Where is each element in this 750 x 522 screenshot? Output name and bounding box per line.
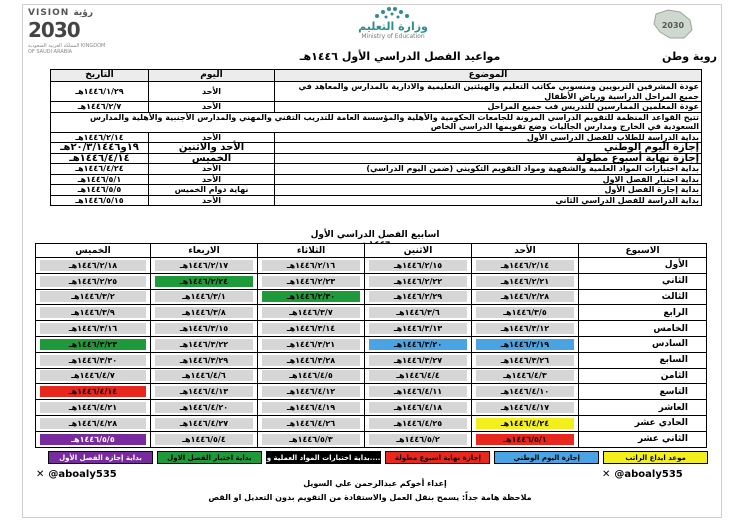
week-date: ١٤٤٦/٢/١٧هـ — [155, 260, 253, 271]
col-day: اليوم — [149, 70, 275, 82]
week-date: ١٤٤٦/٢/٢١هـ — [476, 276, 574, 287]
week-name: الثالث — [579, 289, 707, 305]
moe-english-name: Ministry of Education — [361, 33, 425, 40]
week-date: ١٤٤٦/٣/٢٦هـ — [476, 355, 574, 366]
moe-dots-icon — [373, 6, 413, 20]
schedule-day: الخميس — [149, 153, 275, 164]
week-date: ١٤٤٦/٢/٢٩هـ — [369, 291, 467, 302]
schedule-day: الأحد — [149, 174, 275, 185]
week-date: ١٤٤٦/٢/١٥هـ — [369, 260, 467, 271]
week-date: ١٤٤٦/٥/٢هـ — [369, 434, 467, 445]
week-date-highlight: ١٤٤٦/٣/٢٠هـ — [369, 339, 467, 350]
week-date: ١٤٤٦/٣/١هـ — [155, 291, 253, 302]
schedule-subject: بداية اختبار الفصل الاول — [275, 174, 702, 185]
week-date: ١٤٤٦/٤/٢١هـ — [40, 402, 146, 413]
week-date: ١٤٤٦/٤/٦هـ — [155, 370, 253, 381]
week-date: ١٤٤٦/٢/١٨هـ — [40, 260, 146, 271]
week-date: ١٤٤٦/٤/٣هـ — [476, 370, 574, 381]
x-logo-icon: ✕ — [602, 469, 611, 480]
week-date: ١٤٤٦/٢/٢٣هـ — [262, 276, 360, 287]
schedule-row — [51, 143, 702, 154]
week-date: ١٤٤٦/٣/١٥هـ — [155, 323, 253, 334]
week-date: ١٤٤٦/٥/٤هـ — [155, 434, 253, 445]
schedule-day: الأحد — [149, 164, 275, 175]
week-date: ١٤٤٦/٣/٥هـ — [476, 307, 574, 318]
week-name: العاشر — [579, 400, 707, 416]
week-date-highlight: ١٤٤٦/٥/٥هـ — [40, 434, 146, 445]
week-date: ١٤٤٦/٣/٣٠هـ — [40, 355, 146, 366]
schedule-subject: عودة المشرفين التربويين ومنسوبي مكاتب التعليم والهيئتين التعليمية والادارية بالمدارس والمعاهد في جميع المراحل الدراسية ورياض الأطفال — [275, 82, 702, 102]
week-row — [36, 258, 707, 274]
week-row — [36, 289, 707, 305]
legend-item-salary: موعد ايداع الراتب — [603, 451, 708, 464]
col-wed: الاربعاء — [151, 244, 258, 258]
weeks-caption: اسابيع الفصل الدراسي الأول — [310, 230, 440, 240]
col-tue: الثلاثاء — [258, 244, 365, 258]
vision-label: VISION رؤية — [28, 8, 94, 18]
week-date: ١٤٤٦/٣/٦هـ — [369, 307, 467, 318]
week-date-highlight: ١٤٤٦/٤/٢٤هـ — [476, 418, 574, 429]
schedule-subject: إجازة نهاية أسبوع مطولة — [275, 153, 702, 164]
week-date: ١٤٤٦/٢/٢٥هـ — [40, 276, 146, 287]
week-date: ١٤٤٦/٤/١٠هـ — [476, 386, 574, 397]
schedule-date: ١٤٤٦/٥/٥هـ — [51, 185, 149, 196]
week-name: التاسع — [579, 384, 707, 400]
week-date-highlight: ١٤٤٦/٢/٢٤هـ — [155, 276, 253, 287]
schedule-row — [51, 174, 702, 185]
handle-text: @aboaly535 — [614, 469, 683, 480]
week-row — [36, 336, 707, 352]
week-date: ١٤٤٦/٢/٢٢هـ — [369, 276, 467, 287]
schedule-subject: إجازة اليوم الوطني — [275, 143, 702, 154]
week-date: ١٤٤٦/٤/٧هـ — [40, 370, 146, 381]
week-date: ١٤٤٦/٣/١٣هـ — [369, 323, 467, 334]
schedule-date: ١٤٤٦/٢/١٤هـ — [51, 132, 149, 143]
schedule-date: ١٤٤٦/٥/١٥هـ — [51, 195, 149, 206]
week-date: ١٤٤٦/٤/٤هـ — [369, 370, 467, 381]
schedule-subject: تتيح القواعد المنظمة للتقويم الدراسي المرونة للجامعات الحكومية والأهلية والمؤسسة العامة للتدريب التقني والمهني والمدارس الأجنبية والأهلية والمدارس السعودية في الخارج ومدارس الجاليات وضع تقويمها الدراسي الخاص — [51, 112, 702, 132]
week-date: ١٤٤٦/٣/٢هـ — [40, 291, 146, 302]
week-date: ١٤٤٦/٣/٢١هـ — [262, 339, 360, 350]
week-name: الثامن — [579, 368, 707, 384]
week-date: ١٤٤٦/٤/٢٠هـ — [155, 402, 253, 413]
schedule-date: ١٤٤٦/٢/٧هـ — [51, 102, 149, 113]
schedule-date: ١٤٤٦/٤/١٤هـ — [51, 153, 149, 164]
week-row — [36, 321, 707, 337]
weeks-header-row — [36, 244, 707, 258]
schedule-date: ١٤٤٦/١/٢٩هـ — [51, 82, 149, 102]
week-date: ١٤٤٦/٤/٢٧هـ — [155, 418, 253, 429]
week-date-highlight: ١٤٤٦/٥/١هـ — [476, 434, 574, 445]
col-mon: الاثنين — [365, 244, 472, 258]
week-row — [36, 368, 707, 384]
map-year: 2030 — [661, 21, 685, 30]
week-date: ١٤٤٦/٣/٩هـ — [40, 307, 146, 318]
schedule-row — [51, 132, 702, 143]
week-date: ١٤٤٦/٤/٢٥هـ — [369, 418, 467, 429]
week-date: ١٤٤٦/٢/١٤هـ — [476, 260, 574, 271]
weeks-table — [35, 243, 707, 448]
legend-item-long-weekend: إجازة نهاية اسبوع مطولة — [385, 451, 490, 464]
week-row — [36, 305, 707, 321]
week-name: الأول — [579, 258, 707, 274]
week-date: ١٤٤٦/٣/٢٨هـ — [262, 355, 360, 366]
schedule-row — [51, 112, 702, 132]
week-date: ١٤٤٦/٥/٣هـ — [262, 434, 360, 445]
schedule-day: الأحد — [149, 82, 275, 102]
week-name: الثاني عشر — [579, 431, 707, 447]
vision-subtitle: المملكة العربية السعودية KINGDOM OF SAUDI ARABIA — [28, 43, 106, 55]
saudi-map-2030-icon — [650, 6, 696, 42]
week-date: ١٤٤٦/٢/١٦هـ — [262, 260, 360, 271]
week-date-highlight: ١٤٤٦/٣/٢٣هـ — [40, 339, 146, 350]
x-logo-icon: ✕ — [36, 469, 45, 480]
week-date: ١٤٤٦/٣/١٦هـ — [40, 323, 146, 334]
schedule-row — [51, 164, 702, 175]
schedule-subject: بداية الدراسة للفصل الدراسي الثاني — [275, 195, 702, 206]
schedule-table — [50, 69, 702, 206]
schedule-day: الأحد — [149, 102, 275, 113]
week-date: ١٤٤٦/٣/٢٩هـ — [155, 355, 253, 366]
week-date: ١٤٤٦/٤/٥هـ — [262, 370, 360, 381]
week-date: ١٤٤٦/٤/١٢هـ — [262, 386, 360, 397]
schedule-subject: عودة المعلمين الممارسين للتدريس فب جميع المراحل — [275, 102, 702, 113]
week-date-highlight: ١٤٤٦/٤/١٤هـ — [40, 386, 146, 397]
col-thu: الخميس — [36, 244, 151, 258]
week-date: ١٤٤٦/٣/٧هـ — [262, 307, 360, 318]
week-date: ١٤٤٦/٤/٢٨هـ — [40, 418, 146, 429]
col-subject: الموضوع — [275, 70, 702, 82]
schedule-day: الأحد والاثنين — [149, 143, 275, 154]
ministry-of-education-logo — [338, 6, 448, 46]
legend-item-national-day: إجازة اليوم الوطني — [494, 451, 599, 464]
important-note: ملاحظة هامة جداً: يسمح بنقل العمل والاستفادة من التقويم بدون التعديل او القص — [208, 493, 532, 502]
week-row — [36, 384, 707, 400]
schedule-header-row — [51, 70, 702, 82]
schedule-day: الأحد — [149, 195, 275, 206]
schedule-row — [51, 195, 702, 206]
week-date: ١٤٤٦/٢/٢٨هـ — [476, 291, 574, 302]
schedule-row — [51, 185, 702, 196]
social-handle-right[interactable] — [602, 469, 683, 480]
week-date: ١٤٤٦/٤/١١هـ — [369, 386, 467, 397]
week-name: السادس — [579, 336, 707, 352]
week-date: ١٤٤٦/٣/٢٧هـ — [369, 355, 467, 366]
week-date: ١٤٤٦/٤/١٨هـ — [369, 402, 467, 413]
week-row — [36, 431, 707, 447]
week-date: ١٤٤٦/٣/٨هـ — [155, 307, 253, 318]
schedule-row — [51, 102, 702, 113]
week-date: ١٤٤٦/٣/١٤هـ — [262, 323, 360, 334]
col-week: الاسبوع — [579, 244, 707, 258]
week-name: الحادي عشر — [579, 415, 707, 431]
schedule-date: ١٤٤٦/٤/٢٤هـ — [51, 164, 149, 175]
week-row — [36, 400, 707, 416]
week-name: الرابع — [579, 305, 707, 321]
schedule-date: ١٤٤٦/٥/١هـ — [51, 174, 149, 185]
week-name: الثاني — [579, 273, 707, 289]
legend-item-practical-exams: بداية اختبارات المواد العملية و.... — [266, 451, 382, 464]
week-row — [36, 352, 707, 368]
page-title: مواعيد الفصل الدراسي الأول ١٤٤٦هـ — [299, 50, 501, 63]
col-date: التاريخ — [51, 70, 149, 82]
schedule-day: الأحد — [149, 132, 275, 143]
week-date: ١٤٤٦/٤/١٣هـ — [155, 386, 253, 397]
week-name: الخامس — [579, 321, 707, 337]
week-date: ١٤٤٦/٤/٢٦هـ — [262, 418, 360, 429]
legend — [48, 451, 708, 464]
vision-2030-logo — [28, 8, 108, 56]
week-date: ١٤٤٦/٣/٢٢هـ — [155, 339, 253, 350]
week-date: ١٤٤٦/٤/١٩هـ — [262, 402, 360, 413]
schedule-subject: بداية الدراسة للطلاب للفصل الدراسي الأول — [275, 132, 702, 143]
week-date: ١٤٤٦/٤/١٧هـ — [476, 402, 574, 413]
week-date-highlight: ١٤٤٦/٣/١٩هـ — [476, 339, 574, 350]
prepared-by: إعداء أخوكم عبدالرحمن علي السويل — [303, 479, 447, 488]
schedule-row — [51, 82, 702, 102]
schedule-day: نهاية دوام الخميس — [149, 185, 275, 196]
week-row — [36, 415, 707, 431]
col-sun: الأحد — [472, 244, 579, 258]
schedule-date: ١٩و٢٠/٣/١٤٤٦هـ — [51, 143, 149, 154]
vision-year: 2030 — [28, 18, 80, 42]
schedule-row — [51, 153, 702, 164]
legend-item-first-exam: بداية اختبار الفصل الاول — [157, 451, 262, 464]
schedule-subject: بداية إجازة الفصل الأول — [275, 185, 702, 196]
legend-item-first-holiday: بداية إجازة الفصل الأول — [48, 451, 153, 464]
slogan: روية وطن — [662, 50, 717, 63]
week-name: السابع — [579, 352, 707, 368]
week-row — [36, 273, 707, 289]
social-handle-left[interactable] — [36, 469, 117, 480]
moe-arabic-name: وزارة التعليم — [358, 20, 428, 33]
handle-text: @aboaly535 — [48, 469, 117, 480]
schedule-subject: بداية اختبارات المواد العلمية والشفهية ومواد التقويم التكويني (ضمن اليوم الدراسي) — [275, 164, 702, 175]
week-date: ١٤٤٦/٣/١٢هـ — [476, 323, 574, 334]
week-date-highlight: ١٤٤٦/٢/٣٠هـ — [262, 291, 360, 302]
